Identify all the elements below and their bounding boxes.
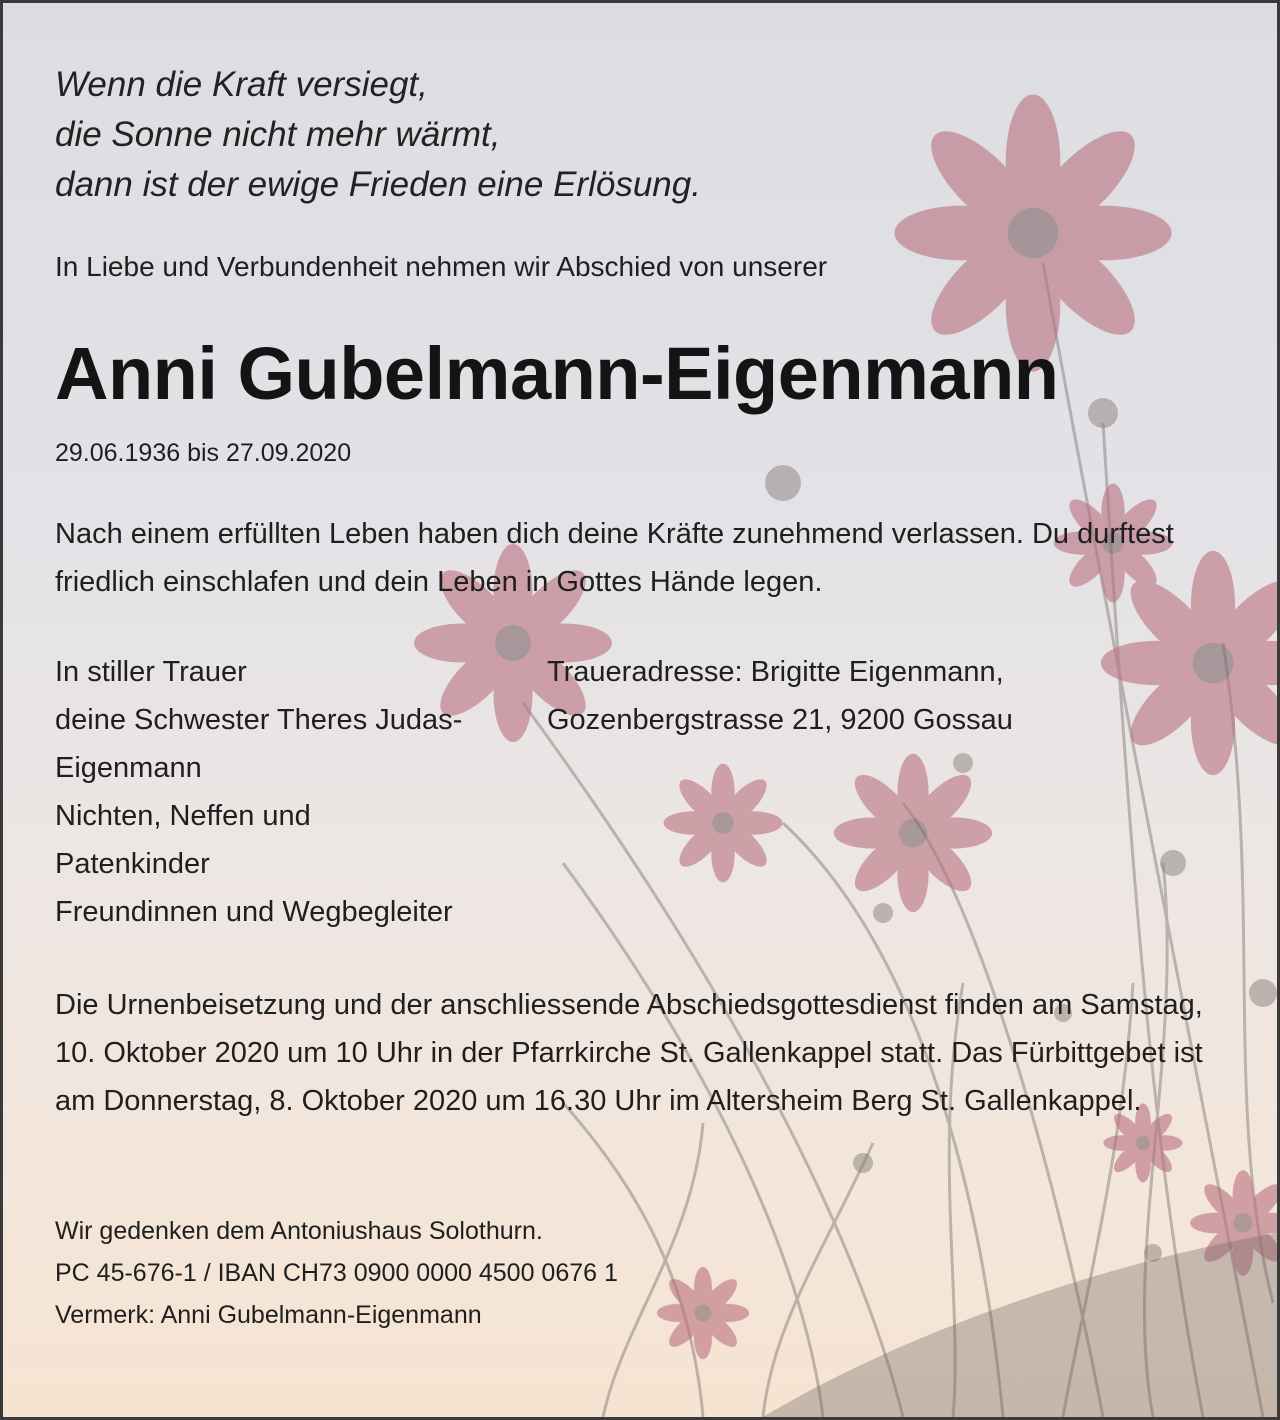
life-dates: 29.06.1936 bis 27.09.2020 bbox=[55, 439, 352, 467]
poem-line: Wenn die Kraft versiegt, bbox=[55, 65, 428, 104]
mourners-list bbox=[55, 648, 525, 936]
mourners-line: Eigenmann bbox=[55, 752, 202, 784]
poem bbox=[55, 60, 701, 210]
address-line: Traueradresse: Brigitte Eigenmann, bbox=[547, 656, 1004, 688]
mourners-line: Nichten, Neffen und bbox=[55, 800, 311, 832]
address-line: Gozenbergstrasse 21, 9200 Gossau bbox=[547, 704, 1013, 736]
mourning-address bbox=[547, 648, 1167, 744]
mourners-line: deine Schwester Theres Judas- bbox=[55, 704, 463, 736]
mourners-line: In stiller Trauer bbox=[55, 656, 247, 688]
poem-line: dann ist der ewige Frieden eine Erlösung. bbox=[55, 165, 701, 204]
mourners-line: Patenkinder bbox=[55, 848, 210, 880]
deceased-name: Anni Gubelmann-Eigenmann bbox=[55, 332, 1059, 415]
life-paragraph: Nach einem erfüllten Leben haben dich deine Kräfte zunehmend verlassen. Du durftest friedlich einschlafen und dein Leben in Gottes Hände legen. bbox=[55, 518, 1174, 598]
poem-line: die Sonne nicht mehr wärmt, bbox=[55, 115, 501, 154]
intro-text: In Liebe und Verbundenheit nehmen wir Abschied von unserer bbox=[55, 251, 828, 282]
donation-line: PC 45-676-1 / IBAN CH73 0900 0000 4500 0676 1 bbox=[55, 1259, 618, 1287]
donation-line: Vermerk: Anni Gubelmann-Eigenmann bbox=[55, 1301, 482, 1329]
donation-line: Wir gedenken dem Antoniushaus Solothurn. bbox=[55, 1217, 543, 1245]
donation-info bbox=[55, 1210, 618, 1336]
service-paragraph: Die Urnenbeisetzung und der anschliessende Abschiedsgottesdienst finden am Samstag, 10. Oktober 2020 um 10 Uhr in der Pfarrkirche St. Gallenkappel statt. Das Fürbittgebet ist am Donnerstag, 8. Oktober 2020 um 16.30 Uhr im Altersheim Berg St. Gallenkappel. bbox=[55, 989, 1203, 1117]
mourners-line: Freundinnen und Wegbegleiter bbox=[55, 896, 453, 928]
